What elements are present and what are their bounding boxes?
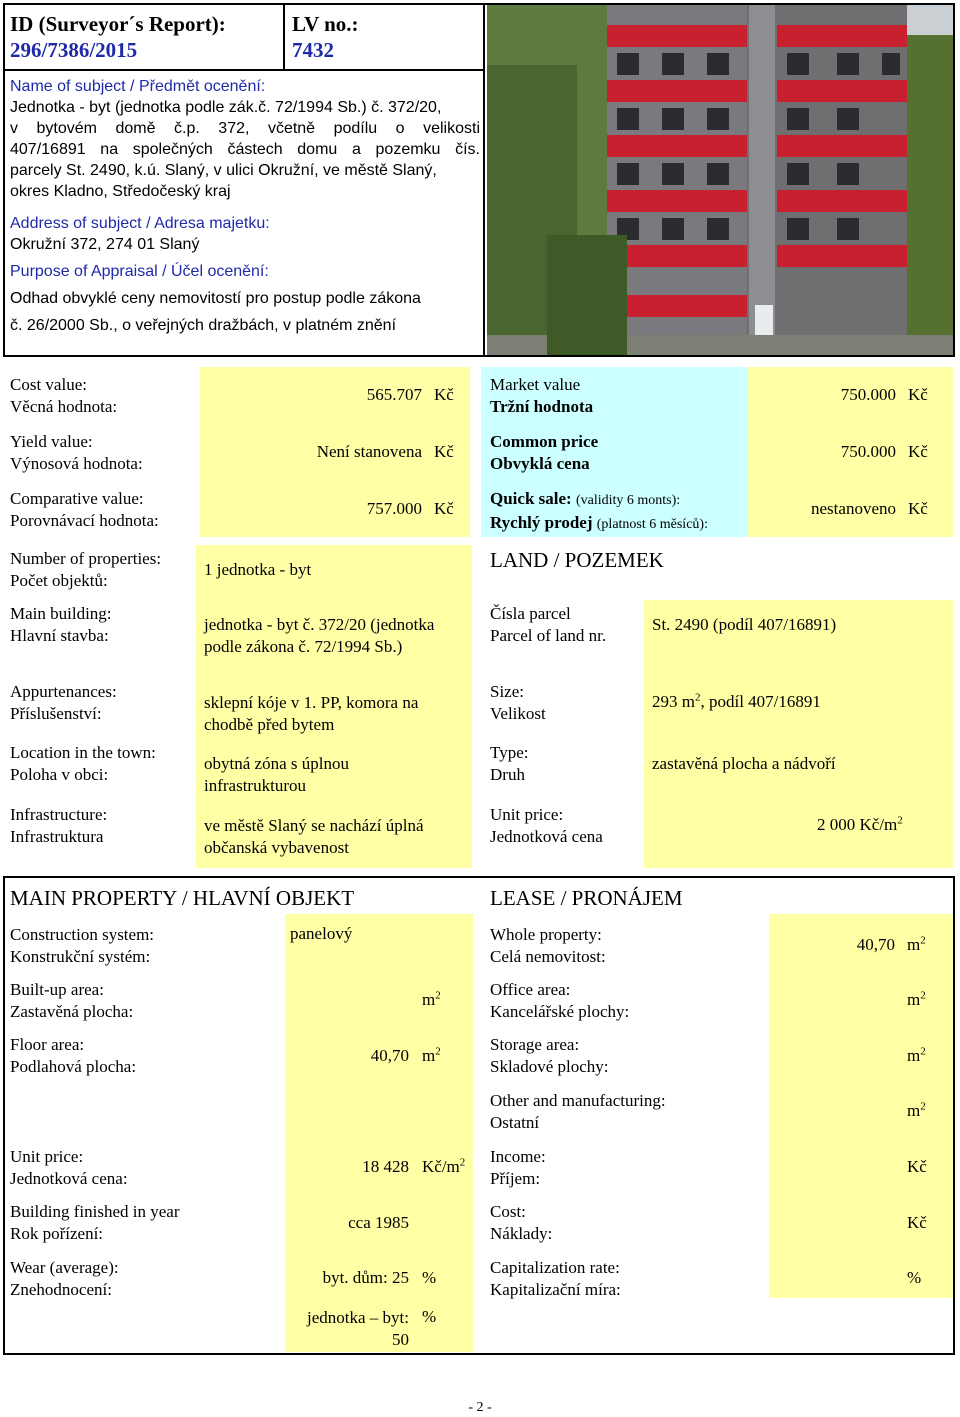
report-id-label: ID (Surveyor´s Report): [10,12,226,36]
count-value: 1 jednotka - byt [204,560,312,579]
subject-name-line: 407/16891 na společných částech domu a pozemku čís. [10,141,480,158]
land-heading: LAND / POZEMEK [490,548,664,572]
construction-value: panelový [290,924,353,943]
built-up-label: Built-up area: Zastavěná plocha: [10,980,134,1021]
other-area-unit: $m^2$ [907,1100,926,1120]
built-up-unit: $m^2$ [422,989,441,1009]
whole-property-label: Whole property: Celá nemovitost: [490,925,606,966]
common-price-label: Common price Obvyklá cena [490,432,599,473]
infrastructure-value: ve městě Slaný se nachází úplná občanská vybavenost [204,816,424,857]
page-number: - 2 - [468,1400,492,1415]
building-photo-image [487,5,953,355]
storage-area-unit: $m^2$ [907,1045,926,1065]
building-photo [487,5,953,355]
wear-label: Wear (average): Znehodnocení: [10,1258,119,1299]
land-size-value: 293 $m^2$, podíl 407/16891 [652,691,821,711]
wear-unit-value: jednotka – byt: 50 [307,1308,409,1349]
lv-label: LV no.: [292,12,359,36]
lv-value: 7432 [292,38,334,62]
purpose-line: č. 26/2000 Sb., o veřejných dražbách, v platném znění [10,317,397,334]
subject-name-line: okres Kladno, Středočeský kraj [10,183,231,200]
construction-label: Construction system: Konstrukční systém: [10,925,155,966]
whole-property-unit: $m^2$ [907,934,926,954]
comparative-value-label: Comparative value: Porovnávací hodnota: [10,489,159,530]
main-object-heading: MAIN PROPERTY / HLAVNÍ OBJEKT [10,886,355,910]
year-label: Building finished in year Rok pořízení: [10,1202,180,1243]
floor-area-label: Floor area: Podlahová plocha: [10,1035,137,1076]
income-unit: Kč [907,1157,927,1176]
yield-value-amount: Není stanovena [316,442,422,461]
capitalization-unit: % [907,1268,922,1287]
lease-heading: LEASE / PRONÁJEM [490,886,683,910]
income-label: Income: Příjem: [490,1147,546,1188]
appurtenances-label: Appurtenances: Příslušenství: [10,682,117,723]
report-id-value: 296/7386/2015 [10,38,138,62]
wear-building-value: byt. dům: 25 [322,1268,409,1287]
header-row-divider [3,69,485,71]
wear-unit-unit: % [422,1307,437,1326]
subject-name-line: parcely St. 2490, k.ú. Slaný, v ulici Okružní, ve městě Slaný, [10,162,437,179]
whole-property-value: 40,70 [856,935,895,954]
wear-building-unit: % [422,1268,437,1287]
comparative-value-currency: Kč [434,499,454,518]
common-price-currency: Kč [908,442,928,461]
yield-value-label: Yield value: Výnosová hodnota: [10,432,143,473]
office-area-unit: $m^2$ [907,989,926,1009]
land-type-value: zastavěná plocha a nádvoří [652,754,836,773]
photo-divider [483,3,485,357]
parcel-value: St. 2490 (podíl 407/16891) [652,615,837,634]
land-values-box [644,600,953,868]
appurtenances-value: sklepní kóje v 1. PP, komora na chodbě před bytem [204,693,419,734]
cost-unit: Kč [907,1213,927,1232]
count-label: Number of properties: Počet objektů: [10,549,162,590]
purpose-line: Odhad obvyklé ceny nemovitostí pro postup podle zákona [10,290,421,307]
subject-name-line: Jednotka - byt (jednotka podle zák.č. 72/1994 Sb.) č. 372/20, [10,99,442,116]
location-value: obytná zóna s úplnou infrastrukturou [204,754,349,795]
unit-price-label: Unit price: Jednotková cena: [10,1147,128,1188]
unit-price-unit: $Kč/m^2$ [422,1156,466,1176]
capitalization-label: Capitalization rate: Kapitalizační míra: [490,1258,621,1299]
quick-sale-amount: nestanoveno [811,499,896,518]
address-label: Address of subject / Adresa majetku: [10,215,270,232]
office-area-label: Office area: Kancelářské plochy: [490,980,630,1021]
header-col-divider [283,3,285,71]
storage-area-label: Storage area: Skladové plochy: [490,1035,609,1076]
cost-value-amount: 565.707 [366,385,422,404]
land-price-label: Unit price: Jednotková cena [490,805,603,846]
subject-section [10,76,480,336]
land-price-value: 2 000 $Kč/m^2$ [817,814,903,834]
quick-sale-currency: Kč [908,499,928,518]
main-building-label: Main building: Hlavní stavba: [10,604,112,645]
location-label: Location in the town: Poloha v obci: [10,743,156,784]
subject-name-line: v bytovém domě č.p. 372, včetně podílu o velikosti [10,120,480,137]
purpose-label: Purpose of Appraisal / Účel ocenění: [10,263,269,280]
cost-value-currency: Kč [434,385,454,404]
other-area-label: Other and manufacturing: Ostatní [490,1091,666,1132]
yield-value-currency: Kč [434,442,454,461]
floor-area-unit: $m^2$ [422,1045,441,1065]
cost-label: Cost: Náklady: [490,1202,553,1243]
quick-sale-label: Quick sale: (validity 6 monts): Rychlý prodej (platnost 6 měsíců): [490,489,708,532]
unit-price-value: 18 428 [362,1157,409,1176]
address-value: Okružní 372, 274 01 Slaný [10,236,200,253]
land-size-label: Size: Velikost [490,682,546,723]
market-value-amount: 750.000 [840,385,896,404]
comparative-value-amount: 757.000 [366,499,422,518]
market-value-label: Market value Tržní hodnota [490,375,594,416]
common-price-amount: 750.000 [840,442,896,461]
land-type-label: Type: Druh [490,743,529,784]
parcel-label: Čísla parcel Parcel of land nr. [490,604,607,645]
year-value: cca 1985 [348,1213,409,1232]
cost-value-label: Cost value: Věcná hodnota: [10,375,118,416]
infrastructure-label: Infrastructure: Infrastruktura [10,805,108,846]
main-building-value: jednotka - byt č. 372/20 (jednotka podle zákona č. 72/1994 Sb.) [204,615,435,656]
subject-name-label: Name of subject / Předmět ocenění: [10,78,266,95]
market-value-currency: Kč [908,385,928,404]
floor-area-value: 40,70 [370,1046,409,1065]
